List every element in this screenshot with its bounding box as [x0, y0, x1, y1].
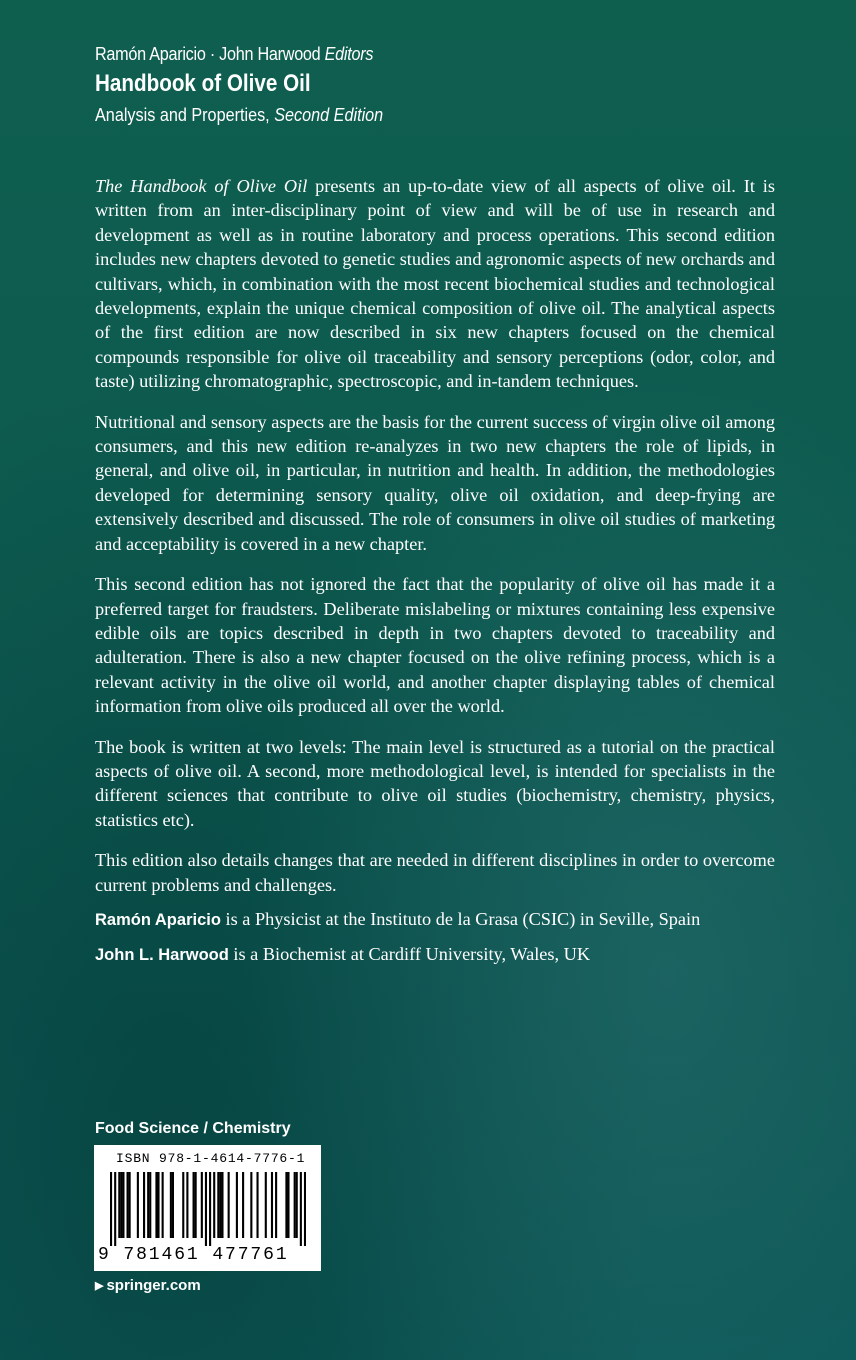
barcode-bars	[110, 1172, 306, 1246]
author-bio-text: is a Biochemist at Cardiff University, Wales, UK	[228, 944, 591, 965]
editor-name: John Harwood	[219, 44, 321, 64]
description	[95, 174, 775, 978]
description-paragraph: The book is written at two levels: The main level is structured as a tutorial on the practical aspects of olive oil. A second, more methodological level, is intended for specialists in the different sciences that contribute to olive oil studies (biochemistry, chemistry, physics, statistics etc).	[95, 736, 775, 830]
barcode-bar	[186, 1172, 188, 1238]
isbn-barcode	[94, 1145, 321, 1271]
author-bio	[95, 907, 775, 932]
editors-role: Editors	[324, 44, 374, 64]
barcode-bar	[149, 1172, 151, 1238]
barcode-bar	[228, 1172, 230, 1238]
barcode-bar	[275, 1172, 277, 1238]
barcode-bar	[170, 1172, 172, 1238]
barcode-bar	[287, 1172, 289, 1238]
separator: ·	[209, 44, 215, 64]
barcode-bar	[182, 1172, 184, 1238]
barcode-bar	[201, 1172, 203, 1238]
barcode-bar	[127, 1172, 129, 1238]
book-header	[95, 42, 795, 128]
description-paragraph: This edition also details changes that are needed in different disciplines in order to overcome current problems and challenges.	[95, 850, 775, 895]
barcode-bar	[304, 1172, 306, 1246]
author-bio-text: is a Physicist at the Instituto de la Grasa (CSIC) in Seville, Spain	[220, 908, 701, 929]
barcode-bar	[294, 1172, 296, 1238]
barcode-bar	[162, 1172, 164, 1238]
barcode-bar	[217, 1172, 219, 1238]
barcode-bar	[147, 1172, 149, 1238]
barcode-bar	[300, 1172, 302, 1246]
barcode-bar	[265, 1172, 267, 1238]
barcode-bar	[271, 1172, 273, 1238]
author-bio	[95, 942, 775, 967]
subtitle-text: Analysis and Properties,	[95, 105, 270, 125]
author-name: John L. Harwood	[95, 946, 229, 965]
barcode-bar	[143, 1172, 145, 1238]
barcode-bar	[193, 1172, 195, 1238]
book-title: Handbook of Olive Oil	[95, 70, 311, 97]
editors-line	[95, 42, 725, 66]
barcode-bar	[209, 1172, 211, 1246]
isbn-label: ISBN 978-1-4614-7776-1	[116, 1151, 306, 1166]
paragraph-text: presents an up-to-date view of all aspects of olive oil. It is written from an inter-disciplinary point of view and will be of use in research and development as well as in routine laboratory and process operations. This second edition includes new chapters devoted to genetic studies and agronomic aspects of new orchards and cultivars, which, in combination with the most recent biochemical studies and technological developments, explain the unique chemical composition of olive oil. The analytical aspects of the first edition are now described in six new chapters focused on the chemical compounds responsible for olive oil traceability and sensory perceptions (odor, color, and taste) utilizing chromatographic, spectroscopic, and in-tandem techniques.	[95, 176, 775, 392]
barcode-bar	[118, 1172, 120, 1238]
barcode-bar	[219, 1172, 221, 1238]
publisher-link[interactable]	[95, 1276, 201, 1296]
description-paragraph	[95, 174, 775, 394]
play-arrow-icon: ▶	[95, 1280, 104, 1292]
editor-name: Ramón Aparicio	[95, 44, 206, 64]
author-name: Ramón Aparicio	[95, 910, 221, 929]
barcode-bar	[122, 1172, 124, 1238]
barcode-bar	[157, 1172, 159, 1238]
subject-category: Food Science / Chemistry	[95, 1120, 291, 1137]
book-subtitle	[95, 102, 725, 128]
barcode-bar	[296, 1172, 298, 1238]
barcode-bar	[250, 1172, 252, 1238]
description-paragraph: Nutritional and sensory aspects are the basis for the current success of virgin olive oil among consumers, and this new edition re-analyzes in two new chapters the role of lipids, in general, and olive oil, in particular, in nutrition and health. In addition, the methodologies developed for determining sensory quality, olive oil oxidation, and deep-frying are extensively described and discussed. The role of consumers in olive oil studies of marketing and acceptability is covered in a new chapter.	[95, 411, 775, 554]
barcode-bar	[137, 1172, 139, 1238]
barcode-bar	[195, 1172, 197, 1238]
edition-text: Second Edition	[274, 105, 384, 125]
book-title-reference: The Handbook of Olive Oil	[95, 176, 308, 196]
barcode-bar	[120, 1172, 122, 1238]
description-paragraph: This second edition has not ignored the fact that the popularity of olive oil has made it a preferred target for fraudsters. Deliberate mislabeling or mixtures containing less expensive edible oils are topics described in depth in two chapters devoted to traceability and adulteration. There is also a new chapter focused on the olive refining process, which is a relevant activity in the olive oil world, and another chapter displaying tables of chemical information from olive oils produced all over the world.	[95, 574, 775, 717]
barcode-bar	[172, 1172, 174, 1238]
publisher-url[interactable]: springer.com	[106, 1277, 201, 1294]
barcode-bar	[205, 1172, 207, 1246]
barcode-bar	[110, 1172, 112, 1246]
barcode-digits: 9 781461 477761	[98, 1245, 289, 1265]
barcode-bar	[129, 1172, 131, 1238]
barcode-bar	[114, 1172, 116, 1246]
barcode-bar	[242, 1172, 244, 1238]
barcode-bar	[221, 1172, 223, 1238]
barcode-bar	[285, 1172, 287, 1238]
barcode-bar	[155, 1172, 157, 1238]
barcode-bar	[256, 1172, 258, 1238]
barcode-bar	[236, 1172, 238, 1238]
barcode-bar	[213, 1172, 215, 1238]
